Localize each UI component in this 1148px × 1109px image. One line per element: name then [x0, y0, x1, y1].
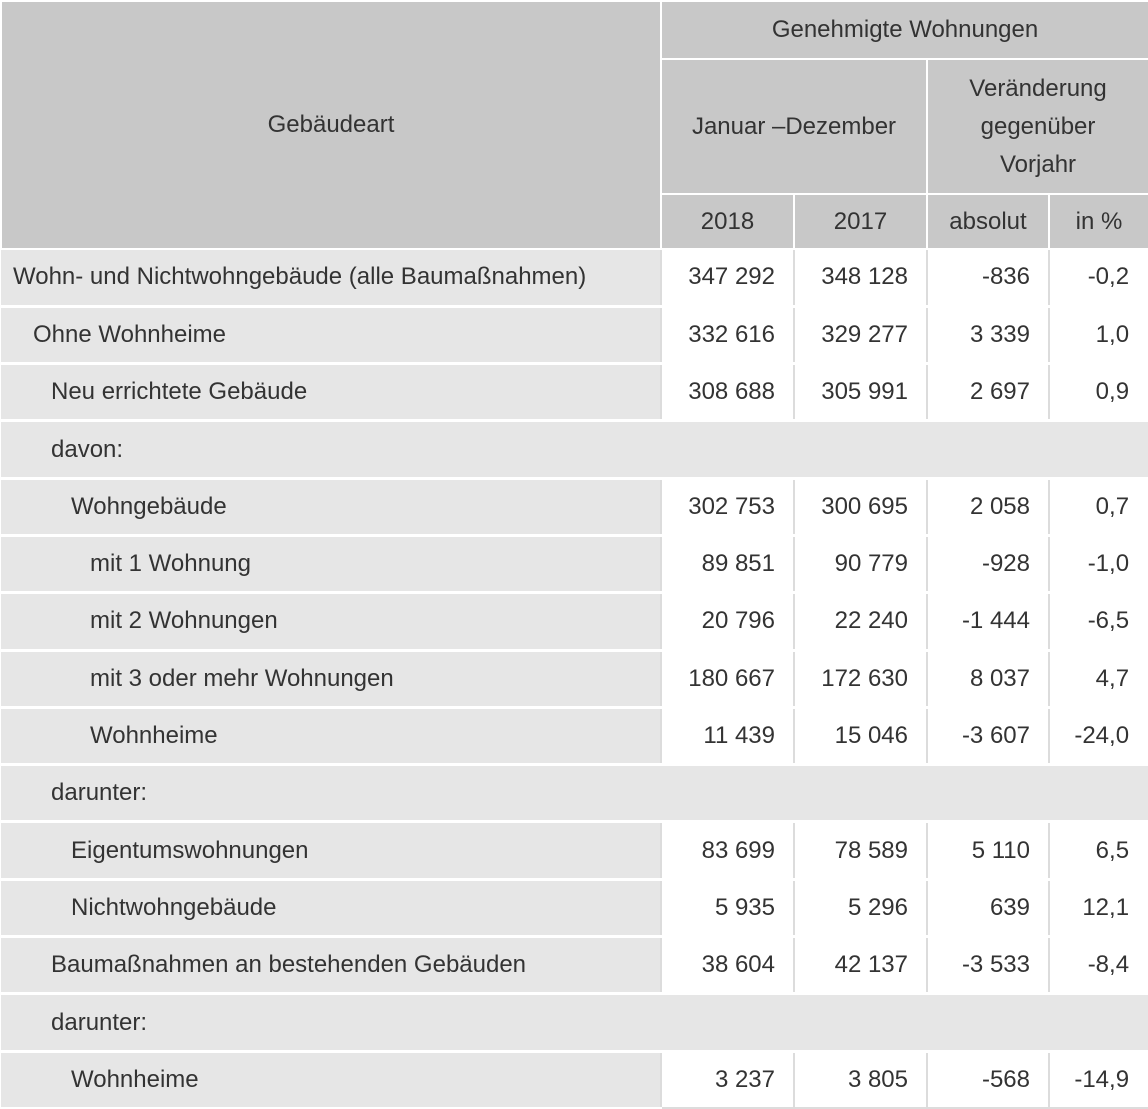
value-2018: 38 604 — [661, 937, 794, 994]
value-percent: -24,0 — [1049, 707, 1148, 764]
header-year-2018: 2018 — [661, 194, 794, 249]
table-row — [1, 306, 1148, 363]
value-2017: 172 630 — [794, 650, 927, 707]
table-row — [1, 879, 1148, 936]
value-percent: -6,5 — [1049, 593, 1148, 650]
header-period: Januar –Dezember — [661, 59, 927, 194]
value-2017: 305 991 — [794, 364, 927, 421]
row-label: Baumaßnahmen an bestehenden Gebäuden — [1, 937, 661, 994]
section-fill — [661, 765, 1148, 822]
table-row — [1, 364, 1148, 421]
value-2017: 300 695 — [794, 478, 927, 535]
value-percent: 6,5 — [1049, 822, 1148, 879]
section-fill — [661, 994, 1148, 1051]
row-label: Wohngebäude — [1, 478, 661, 535]
table-row — [1, 478, 1148, 535]
value-2018: 20 796 — [661, 593, 794, 650]
row-label: davon: — [1, 421, 661, 478]
value-2017: 42 137 — [794, 937, 927, 994]
table-row — [1, 535, 1148, 592]
section-fill — [661, 421, 1148, 478]
section-row — [1, 994, 1148, 1051]
table-row — [1, 822, 1148, 879]
value-2017: 22 240 — [794, 593, 927, 650]
row-label: darunter: — [1, 765, 661, 822]
value-absolut: 2 058 — [927, 478, 1049, 535]
value-percent: -8,4 — [1049, 937, 1148, 994]
row-label: Eigentumswohnungen — [1, 822, 661, 879]
value-2018: 332 616 — [661, 306, 794, 363]
row-label: Wohn- und Nichtwohngebäude (alle Baumaßnahmen) — [1, 249, 661, 306]
value-absolut: -568 — [927, 1051, 1049, 1108]
header-year-2017: 2017 — [794, 194, 927, 249]
value-2018: 347 292 — [661, 249, 794, 306]
row-label: mit 2 Wohnungen — [1, 593, 661, 650]
value-percent: -1,0 — [1049, 535, 1148, 592]
header-genehmigte-wohnungen: Genehmigte Wohnungen — [661, 1, 1148, 59]
value-percent: 0,7 — [1049, 478, 1148, 535]
value-2017: 5 296 — [794, 879, 927, 936]
value-2018: 89 851 — [661, 535, 794, 592]
value-2018: 83 699 — [661, 822, 794, 879]
value-2017: 3 805 — [794, 1051, 927, 1108]
value-2017: 329 277 — [794, 306, 927, 363]
value-percent: 12,1 — [1049, 879, 1148, 936]
table-header — [1, 1, 1148, 249]
header-change — [927, 59, 1148, 194]
value-absolut: 3 339 — [927, 306, 1049, 363]
row-label: Wohnheime — [1, 707, 661, 764]
value-2018: 302 753 — [661, 478, 794, 535]
header-gebaeudeart: Gebäudeart — [1, 1, 661, 249]
value-2018: 3 237 — [661, 1051, 794, 1108]
value-percent: 0,9 — [1049, 364, 1148, 421]
value-2018: 11 439 — [661, 707, 794, 764]
table-row — [1, 707, 1148, 764]
value-percent: -14,9 — [1049, 1051, 1148, 1108]
row-label: mit 1 Wohnung — [1, 535, 661, 592]
table-row — [1, 593, 1148, 650]
value-2017: 78 589 — [794, 822, 927, 879]
table-body — [1, 249, 1148, 1108]
table-row — [1, 1051, 1148, 1108]
header-percent: in % — [1049, 194, 1148, 249]
value-absolut: 639 — [927, 879, 1049, 936]
value-2018: 5 935 — [661, 879, 794, 936]
value-2017: 348 128 — [794, 249, 927, 306]
value-2018: 308 688 — [661, 364, 794, 421]
row-label: Wohnheime — [1, 1051, 661, 1108]
value-absolut: -3 533 — [927, 937, 1049, 994]
value-2018: 180 667 — [661, 650, 794, 707]
value-absolut: -836 — [927, 249, 1049, 306]
value-absolut: -1 444 — [927, 593, 1049, 650]
row-label: darunter: — [1, 994, 661, 1051]
row-label: Nichtwohngebäude — [1, 879, 661, 936]
header-absolut: absolut — [927, 194, 1049, 249]
value-percent: -0,2 — [1049, 249, 1148, 306]
value-percent: 1,0 — [1049, 306, 1148, 363]
section-row — [1, 765, 1148, 822]
value-absolut: 5 110 — [927, 822, 1049, 879]
value-2017: 15 046 — [794, 707, 927, 764]
value-absolut: -928 — [927, 535, 1049, 592]
row-label: Ohne Wohnheime — [1, 306, 661, 363]
value-percent: 4,7 — [1049, 650, 1148, 707]
value-absolut: -3 607 — [927, 707, 1049, 764]
header-change-text: Veränderung gegenüber Vorjahr — [969, 74, 1107, 178]
value-2017: 90 779 — [794, 535, 927, 592]
row-label: Neu errichtete Gebäude — [1, 364, 661, 421]
value-absolut: 8 037 — [927, 650, 1049, 707]
table-row — [1, 650, 1148, 707]
table-row — [1, 249, 1148, 306]
table-row — [1, 937, 1148, 994]
value-absolut: 2 697 — [927, 364, 1049, 421]
section-row — [1, 421, 1148, 478]
row-label: mit 3 oder mehr Wohnungen — [1, 650, 661, 707]
